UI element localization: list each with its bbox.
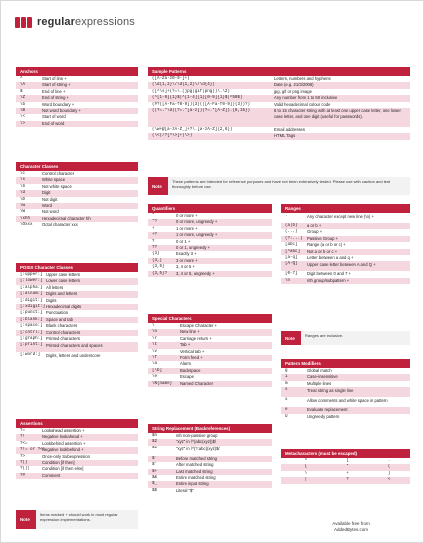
list-item bbox=[16, 352, 138, 362]
token: \c bbox=[20, 172, 26, 176]
metacharacter: { bbox=[304, 465, 308, 470]
token: \D bbox=[20, 197, 26, 202]
string-replacement-card bbox=[148, 424, 272, 494]
metacharacter-row bbox=[281, 477, 410, 483]
token: \A bbox=[20, 83, 26, 88]
metacharacter: ? bbox=[346, 478, 349, 483]
description: Punctuation bbox=[46, 310, 69, 316]
token: (a|b) bbox=[285, 224, 298, 228]
note-samples bbox=[148, 177, 410, 195]
token: ?= bbox=[20, 429, 26, 433]
list-item bbox=[148, 488, 272, 494]
description: Entire matched string bbox=[176, 474, 216, 480]
description: Escape Character + bbox=[180, 323, 218, 328]
list-item bbox=[281, 397, 410, 407]
description: Backspace bbox=[180, 367, 201, 373]
description: Not word boundary + bbox=[42, 107, 81, 113]
description: a or b + bbox=[307, 223, 322, 228]
description: Once-only Subexpression bbox=[42, 453, 90, 459]
description: Word bbox=[42, 202, 52, 208]
description: Octal character xxx bbox=[42, 222, 78, 228]
logo-mark-icon bbox=[15, 17, 32, 28]
footer-line1: Available free from bbox=[332, 521, 370, 526]
description: 0 or 1, ungreedy + bbox=[176, 244, 211, 250]
description: Allow comments and white space in pattern bbox=[307, 397, 388, 403]
note-samples-tag: Note bbox=[148, 177, 168, 195]
token: [:cntrl:] bbox=[20, 330, 43, 335]
footer bbox=[306, 521, 396, 533]
note-ranges-text: Ranges are inclusive. bbox=[301, 331, 410, 345]
sample-patterns-card bbox=[148, 67, 410, 140]
token: [:word:] bbox=[20, 352, 41, 357]
description: Range (a or b or c) + bbox=[307, 242, 346, 248]
list-item bbox=[148, 108, 410, 127]
token: [:blank:] bbox=[20, 317, 43, 322]
token: ([^\s]+(?=\.(jpg|gif|png))\.\2) bbox=[152, 89, 230, 94]
token: + bbox=[152, 226, 155, 231]
token: \S bbox=[20, 184, 26, 189]
list-item bbox=[16, 473, 138, 479]
metacharacter: ) bbox=[387, 471, 391, 476]
description: Negative lookahead + bbox=[42, 434, 83, 440]
description: jpg, gif or png image bbox=[274, 88, 312, 94]
token: \> bbox=[20, 121, 26, 126]
description: Any number from 1 to 50 inclusive bbox=[274, 95, 338, 101]
token: [:xdigit:] bbox=[20, 304, 46, 309]
token: \Oxxx bbox=[20, 223, 33, 228]
token: $& bbox=[152, 475, 158, 480]
token: (\w+@[a-zA-Z_]+?\.[a-zA-Z]{2,6}) bbox=[152, 127, 233, 132]
token: \W bbox=[20, 210, 26, 215]
token: $' bbox=[152, 463, 158, 468]
token: (\<(/?[^\>]+)\>) bbox=[152, 134, 193, 139]
metacharacters-title: Metacharacters (must be escaped) bbox=[281, 449, 410, 458]
token: ([A-Za-z0-9-]+) bbox=[152, 77, 190, 81]
token: [^abc] bbox=[285, 249, 301, 254]
description: 3, 4 or 5 + bbox=[176, 264, 195, 270]
token: [:digit:] bbox=[20, 298, 43, 303]
description: End of string + bbox=[42, 95, 70, 101]
pattern-modifiers-title: Pattern Modifiers bbox=[281, 359, 410, 368]
description: Word boundary + bbox=[42, 101, 75, 107]
description: Lookbehind assertion + bbox=[42, 440, 86, 446]
description: 0 or more, ungreedy + bbox=[176, 219, 218, 225]
description: 8 to 15 character string with at least one upper case letter, one lower case letter, and one digit (useful for passwords). bbox=[274, 107, 401, 120]
token: i bbox=[285, 375, 288, 380]
list-item bbox=[148, 133, 410, 139]
token: [:punct:] bbox=[20, 311, 43, 316]
description: 3, 4 or 5, ungreedy + bbox=[176, 270, 215, 276]
token: (#?([A-Fa-f0-9]){3}(([A-Fa-f0-9]){3})?) bbox=[152, 102, 251, 107]
token: ((?=.*\d)(?=.*[a-z])(?=.*[A-Z]).{8,15}) bbox=[152, 108, 251, 113]
description: Control character bbox=[42, 171, 75, 176]
token: {3,} bbox=[152, 258, 163, 263]
token: $_ bbox=[152, 482, 158, 487]
description: Multiple lines bbox=[307, 380, 332, 386]
token: \n bbox=[152, 330, 158, 335]
brand-expressions: expressions bbox=[75, 16, 135, 28]
token: ?? bbox=[152, 245, 158, 250]
metacharacter: < bbox=[387, 478, 391, 483]
description: Lower case letters bbox=[46, 278, 80, 284]
description: Condition [if then] bbox=[42, 459, 75, 465]
description: Letters, numbers and hyphens bbox=[274, 76, 331, 81]
token: [:alpha:] bbox=[20, 285, 43, 290]
token: +? bbox=[152, 233, 158, 238]
token: *? bbox=[152, 220, 158, 225]
metacharacter: | bbox=[304, 478, 308, 483]
description: Not word bbox=[42, 209, 59, 215]
token: $2 bbox=[152, 440, 158, 445]
token: {3,5} bbox=[152, 265, 165, 270]
sample-patterns-title: Sample Patterns bbox=[148, 67, 410, 76]
description: Printed characters and spaces bbox=[46, 342, 103, 348]
anchors-card bbox=[16, 67, 138, 127]
description: Digits and letters bbox=[46, 291, 78, 297]
token: \w bbox=[20, 203, 26, 208]
list-item bbox=[16, 121, 138, 127]
token: \b bbox=[20, 102, 26, 107]
description: End of line + bbox=[42, 88, 66, 94]
token: [a-q] bbox=[285, 255, 298, 260]
list-item bbox=[281, 381, 410, 387]
list-item bbox=[148, 271, 272, 277]
token: ?# bbox=[20, 473, 26, 478]
list-item bbox=[16, 342, 138, 352]
description: Last matched string bbox=[176, 468, 213, 474]
description: After matched string bbox=[176, 462, 214, 468]
description: Printed characters bbox=[46, 335, 80, 341]
description: Literal "$" bbox=[176, 487, 194, 493]
metacharacter: * bbox=[346, 465, 349, 470]
description: Blank characters bbox=[46, 323, 78, 329]
special-characters-card bbox=[148, 314, 272, 387]
token: (^[1-9]{1}$|^[1-4]{1}[0-9]{1}$|^50$) bbox=[152, 96, 243, 101]
token: . bbox=[285, 213, 288, 218]
token: [:alnum:] bbox=[20, 292, 43, 297]
token: [\b] bbox=[152, 368, 163, 373]
description: Comment bbox=[42, 472, 61, 478]
description: Upper case letters bbox=[46, 272, 80, 277]
description: Not white space bbox=[42, 183, 72, 189]
note-samples-text: These patterns are intended for reference purposes and have not been extensively tested. Please use with caution and test thoroughly before use. bbox=[168, 177, 410, 195]
list-item bbox=[148, 439, 272, 445]
description: Digits, letters and underscore bbox=[46, 352, 101, 358]
brand-regular: regular bbox=[37, 16, 75, 28]
anchors-title: Anchors bbox=[16, 67, 138, 76]
footer-line2: AddedBytes.com bbox=[333, 527, 369, 532]
description: Exactly 3 + bbox=[176, 251, 197, 257]
description: Any character except new line (\n) + bbox=[307, 213, 374, 219]
list-item bbox=[281, 255, 410, 261]
token: ? bbox=[152, 239, 155, 244]
description: Hexadecimal character hh bbox=[42, 215, 91, 221]
metacharacter: . bbox=[387, 459, 391, 463]
token: $` bbox=[152, 456, 158, 461]
token: \t bbox=[152, 343, 158, 348]
list-item bbox=[16, 336, 138, 342]
token: [:graph:] bbox=[20, 336, 43, 341]
special-characters-title: Special Characters bbox=[148, 314, 272, 323]
description: Date (e.g. 21/3/2006) bbox=[274, 82, 314, 88]
string-replacement-title: String Replacement (Backreferences) bbox=[148, 424, 272, 433]
description: Control characters bbox=[46, 329, 81, 335]
list-item bbox=[148, 446, 272, 456]
description: Evaluate replacement bbox=[307, 407, 348, 413]
description: White space bbox=[42, 177, 66, 183]
token: ?<= bbox=[20, 441, 28, 446]
token: g bbox=[285, 369, 288, 373]
posix-card bbox=[16, 263, 138, 362]
description: Tab + bbox=[180, 342, 191, 348]
metacharacter: + bbox=[346, 471, 349, 476]
ranges-title: Ranges bbox=[281, 204, 410, 213]
description: 0 or 1 + bbox=[176, 238, 191, 244]
token: ?! bbox=[20, 435, 26, 440]
token: \f bbox=[152, 355, 158, 360]
token: \< bbox=[20, 115, 26, 120]
ranges-card bbox=[281, 204, 410, 284]
list-item bbox=[281, 387, 410, 397]
description: Start of string + bbox=[42, 82, 71, 88]
token: (\d{1,2}\/\d{1,2}\/\d{4}) bbox=[152, 83, 215, 88]
token: (?:...) bbox=[285, 236, 303, 241]
note-left-text: Items marked + should work in most regular expression implementations. bbox=[36, 510, 138, 529]
description: Not digit bbox=[42, 196, 58, 202]
quantifiers-title: Quantifiers bbox=[148, 204, 272, 213]
token: \n bbox=[285, 278, 291, 283]
description: Form feed + bbox=[180, 354, 203, 360]
description: Before matched string bbox=[176, 455, 217, 461]
token: [:print:] bbox=[20, 342, 43, 347]
description: Digit between 0 and 7 + bbox=[307, 271, 352, 277]
quantifiers-card bbox=[148, 204, 272, 277]
character-classes-title: Character Classes bbox=[16, 162, 138, 171]
description: Alarm bbox=[180, 361, 191, 367]
description: All letters bbox=[46, 284, 64, 290]
assertions-card bbox=[16, 419, 138, 479]
description: New line + bbox=[180, 329, 200, 335]
list-item bbox=[148, 381, 272, 387]
token: [A-Q] bbox=[285, 261, 298, 266]
posix-title: POSIX Character Classes bbox=[16, 263, 138, 272]
description: Upper case letter between A and Q + bbox=[307, 261, 376, 267]
description: Global match bbox=[307, 368, 332, 373]
metacharacter: [ bbox=[346, 459, 349, 463]
description: Case-insensitive bbox=[307, 374, 338, 380]
description: 3 or more + bbox=[176, 257, 198, 263]
list-item bbox=[281, 261, 410, 271]
pattern-modifiers-card bbox=[281, 359, 410, 420]
token: {3,5}? bbox=[152, 271, 168, 276]
list-item bbox=[281, 213, 410, 223]
token: {3} bbox=[152, 252, 160, 257]
token: \e bbox=[152, 375, 158, 380]
token: $ bbox=[20, 89, 23, 94]
description: Escape bbox=[180, 374, 194, 380]
token: [:lower:] bbox=[20, 279, 43, 284]
note-left-tag: Note bbox=[16, 510, 36, 529]
token: $$ bbox=[152, 488, 158, 493]
description: Lookahead assertion + bbox=[42, 428, 85, 433]
token: \xhh bbox=[20, 216, 31, 221]
description: Carriage return + bbox=[180, 335, 212, 341]
token: \a bbox=[152, 362, 158, 367]
description: Hexadecimal digits bbox=[46, 303, 82, 309]
token: \B bbox=[20, 108, 26, 113]
token: ?() bbox=[20, 460, 28, 465]
token: e bbox=[285, 408, 288, 413]
description: Named Character bbox=[180, 380, 214, 386]
description: 1 or more, ungreedy + bbox=[176, 232, 218, 238]
token: ?()| bbox=[20, 467, 31, 472]
brand-logo bbox=[15, 14, 135, 30]
description: "xyz" in /^(abc(xyz))$/ bbox=[176, 439, 217, 445]
token: \d bbox=[20, 191, 26, 196]
description: Start of line + bbox=[42, 76, 67, 81]
description: Digits bbox=[46, 297, 57, 303]
description: Ungreedy pattern bbox=[307, 413, 340, 419]
description: Vertical tab + bbox=[180, 348, 205, 354]
description: "xyz" in /^(?:abc)(xyz)$/ bbox=[176, 446, 220, 452]
list-item bbox=[281, 278, 410, 284]
note-ranges bbox=[281, 331, 410, 345]
token: \Z bbox=[20, 96, 26, 101]
description: Valid hexadecimal colour code bbox=[274, 101, 331, 107]
list-item bbox=[16, 222, 138, 228]
metacharacter: ( bbox=[387, 465, 391, 470]
token: U bbox=[285, 414, 288, 419]
description: Negative lookbehind + bbox=[42, 447, 84, 453]
token: ?!= or ?<! bbox=[20, 448, 46, 453]
token: \v bbox=[152, 349, 158, 354]
token: $n bbox=[152, 434, 158, 438]
description: Start of word bbox=[42, 114, 66, 120]
token: \r bbox=[152, 336, 158, 341]
token: [0-7] bbox=[285, 272, 298, 277]
description: Passive Group + bbox=[307, 235, 339, 241]
token: [:upper:] bbox=[20, 273, 43, 277]
token: (...) bbox=[285, 230, 298, 235]
description: Not a or b or c + bbox=[307, 248, 338, 254]
token: \N{name} bbox=[152, 381, 173, 386]
character-classes-card bbox=[16, 162, 138, 229]
description: nth group/subpattern + bbox=[307, 277, 350, 283]
description: End of word bbox=[42, 120, 65, 126]
note-ranges-tag: Note bbox=[281, 331, 301, 345]
description: Entire input string bbox=[176, 481, 209, 487]
description: Space and tab bbox=[46, 316, 74, 322]
description: HTML Tags bbox=[274, 133, 296, 139]
token: $1 bbox=[152, 446, 158, 451]
description: 1 or more + bbox=[176, 225, 198, 231]
description: nth non-passive group bbox=[176, 433, 218, 438]
description: Treat string as single line bbox=[307, 387, 354, 393]
list-item bbox=[281, 414, 410, 420]
description: Group + bbox=[307, 229, 323, 235]
assertions-title: Assertions bbox=[16, 419, 138, 428]
description: 0 or more + bbox=[176, 213, 198, 218]
token: ^ bbox=[20, 77, 23, 81]
token: * bbox=[152, 214, 155, 218]
token: ?> bbox=[20, 454, 26, 459]
token: [abc] bbox=[285, 243, 298, 248]
note-left bbox=[16, 510, 138, 529]
token: $+ bbox=[152, 469, 158, 474]
token: \s bbox=[20, 178, 26, 183]
metacharacter: \ bbox=[304, 471, 308, 476]
description: Condition [if then else] bbox=[42, 466, 84, 472]
description: Letter between a and q + bbox=[307, 254, 354, 260]
metacharacter: ^ bbox=[304, 459, 308, 463]
token: [:space:] bbox=[20, 324, 43, 329]
token: x bbox=[285, 397, 288, 402]
metacharacters-card bbox=[281, 449, 410, 484]
description: Email addresses bbox=[274, 126, 305, 132]
token: \ bbox=[152, 324, 155, 328]
token: m bbox=[285, 381, 288, 386]
description: Digit bbox=[42, 190, 51, 196]
token: s bbox=[285, 387, 288, 392]
